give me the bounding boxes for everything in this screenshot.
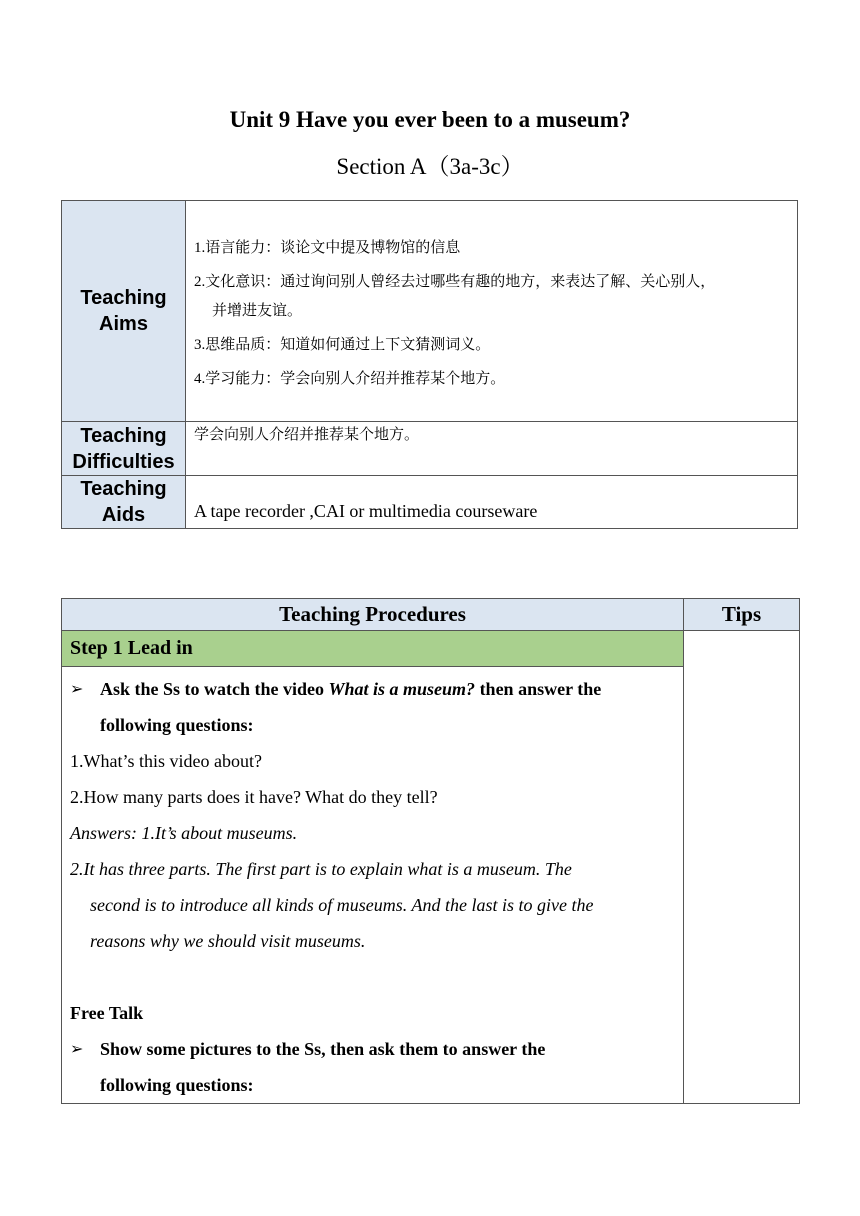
bullet1-text-pre: Ask the Ss to watch the video — [100, 679, 329, 699]
difficulties-label — [62, 422, 186, 476]
aims-row — [62, 201, 798, 422]
aids-label — [62, 476, 186, 529]
aim-item: 4.学习能力：学会向别人介绍并推荐某个地方。 — [194, 371, 506, 387]
question-2: 2.How many parts does it have? What do they tell? — [70, 787, 438, 807]
aim-item: 1.语言能力：谈论文中提及博物馆的信息 — [194, 240, 461, 256]
bullet-item — [70, 671, 675, 707]
difficulties-row — [62, 422, 798, 476]
free-talk-heading: Free Talk — [70, 1003, 144, 1023]
bullet1-text-post: then answer the — [475, 679, 602, 699]
bullet-item — [70, 1031, 675, 1067]
answer-2-line-2: second is to introduce all kinds of museums. And the last is to give the — [90, 895, 594, 915]
aims-label-line-2: Aims — [99, 313, 148, 335]
aim-item: 2.文化意识：通过询问别人曾经去过哪些有趣的地方，来表达了解、关心别人， — [194, 274, 716, 290]
aim-item: 3.思维品质：知道如何通过上下文猜测词义。 — [194, 337, 491, 353]
spacer — [70, 959, 675, 995]
bullet2-text: Show some pictures to the Ss, then ask them to answer the — [100, 1039, 546, 1059]
difficulties-content: 学会向别人介绍并推荐某个地方。 — [186, 422, 798, 476]
bullet2-continued: following questions: — [100, 1075, 254, 1095]
bullet1-continued: following questions: — [100, 715, 254, 735]
aims-label — [62, 201, 186, 422]
procedures-table — [61, 598, 800, 1104]
aims-content — [186, 201, 798, 422]
aim-item-continued: 并增进友谊。 — [212, 303, 303, 319]
difficulties-label-line-2: Difficulties — [72, 450, 175, 473]
tips-column-header: Tips — [684, 599, 800, 631]
step1-body — [62, 667, 684, 1104]
arrow-bullet-icon: ➢ — [70, 1039, 84, 1058]
step1-header-row — [62, 631, 800, 667]
document-subtitle: Section A（3a-3c） — [336, 154, 524, 179]
difficulties-label-line-1: Teaching — [80, 424, 167, 447]
tips-cell — [684, 631, 800, 1104]
document-title: Unit 9 Have you ever been to a museum? — [229, 107, 631, 132]
arrow-bullet-icon: ➢ — [70, 679, 84, 698]
aids-label-line-1: Teaching — [80, 478, 167, 500]
aids-label-line-2: Aids — [101, 504, 146, 526]
step1-title: Step 1 Lead in — [62, 631, 684, 667]
aids-content: A tape recorder ,CAI or multimedia courseware — [186, 476, 798, 529]
procedures-header-row — [62, 599, 800, 631]
video-title: What is a museum? — [328, 679, 476, 699]
question-1: 1.What’s this video about? — [70, 751, 262, 771]
aims-label-line-1: Teaching — [80, 287, 167, 309]
answer-2-line-1: 2.It has three parts. The first part is to explain what is a museum. The — [70, 859, 572, 879]
answer-1: Answers: 1.It’s about museums. — [70, 823, 298, 843]
teaching-info-table — [61, 200, 798, 529]
answer-2-line-3: reasons why we should visit museums. — [90, 931, 366, 951]
aids-row — [62, 476, 798, 529]
procedures-column-header: Teaching Procedures — [62, 599, 684, 631]
